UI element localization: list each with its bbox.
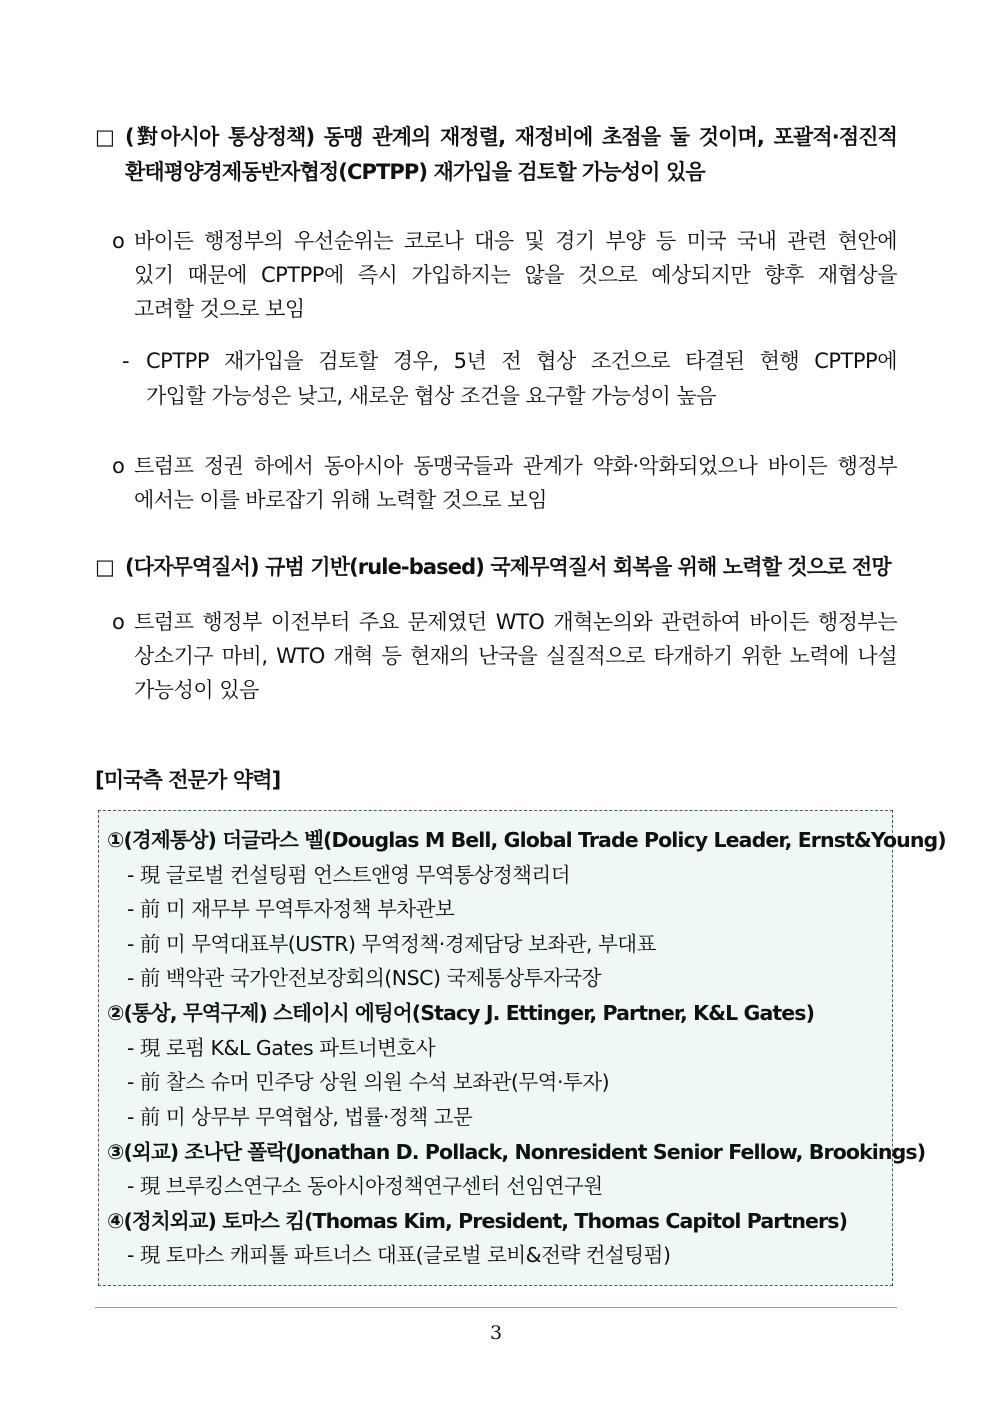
sub-bullet-marker: - xyxy=(122,349,130,373)
section2-marker: □ xyxy=(95,555,114,579)
expert-heading: ③(외교) 조나단 폴락(Jonathan D. Pollack, Nonresident Senior Fellow, Brookings) xyxy=(107,1140,926,1164)
expert-career-item: - 現 글로벌 컨설팅펌 언스트앤영 무역통상정책리더 xyxy=(127,863,571,887)
page-number: 3 xyxy=(489,1322,503,1344)
experts-title: [미국측 전문가 약력] xyxy=(95,768,281,792)
expert-career-item: - 前 미 무역대표부(USTR) 무역정책·경제담당 보좌관, 부대표 xyxy=(127,932,656,956)
bullet-text-line: 있기 때문에 CPTPP에 즉시 가입하지는 않을 것으로 예상되지만 향후 재협상을 xyxy=(134,263,897,287)
bullet-text-line: 바이든 행정부의 우선순위는 코로나 대응 및 경기 부양 등 미국 국내 관련 현안에 xyxy=(134,229,897,253)
footer-divider xyxy=(95,1307,897,1308)
bullet-text-line: 에서는 이를 바로잡기 위해 노력할 것으로 보임 xyxy=(134,488,547,512)
expert-heading: ④(정치외교) 토마스 킴(Thomas Kim, President, Thomas Capitol Partners) xyxy=(107,1209,848,1233)
expert-career-item: - 現 브루킹스연구소 동아시아정책연구센터 선임연구원 xyxy=(127,1174,603,1198)
expert-heading: ②(통상, 무역구제) 스테이시 에팅어(Stacy J. Ettinger, Partner, K&L Gates) xyxy=(107,1001,815,1025)
bullet-text-line: 가능성이 있음 xyxy=(134,678,259,702)
expert-career-item: - 現 토마스 캐피톨 파트너스 대표(글로벌 로비&전략 컨설팅펌) xyxy=(127,1243,671,1267)
bullet-marker: o xyxy=(112,229,125,253)
bullet-text-line: 트럼프 정권 하에서 동아시아 동맹국들과 관계가 약화·악화되었으나 바이든 행정부 xyxy=(134,454,897,478)
bullet-text-line: 고려할 것으로 보임 xyxy=(134,297,305,321)
experts-box xyxy=(98,810,946,1286)
section2-heading: (다자무역질서) 규범 기반(rule-based) 국제무역질서 회복을 위해 노력할 것으로 전망 xyxy=(125,555,891,579)
expert-career-item: - 現 로펌 K&L Gates 파트너변호사 xyxy=(127,1036,436,1060)
expert-career-item: - 前 미 상무부 무역협상, 법률·정책 고문 xyxy=(127,1105,473,1129)
sub-bullet-text-line: 가입할 가능성은 낮고, 새로운 협상 조건을 요구할 가능성이 높음 xyxy=(146,384,717,408)
expert-career-item: - 前 찰스 슈머 민주당 상원 의원 수석 보좌관(무역·투자) xyxy=(127,1070,610,1094)
bullet-text-line: 트럼프 행정부 이전부터 주요 문제였던 WTO 개혁논의와 관련하여 바이든 행정부는 xyxy=(134,610,897,634)
section1-heading-line1: (對아시아 통상정책) 동맹 관계의 재정렬, 재정비에 초점을 둘 것이며, 포괄적·점진적 xyxy=(125,125,897,149)
expert-career-item: - 前 미 재무부 무역투자정책 부차관보 xyxy=(127,897,455,921)
bullet-text-line: 상소기구 마비, WTO 개혁 등 현재의 난국을 실질적으로 타개하기 위한 노력에 나설 xyxy=(134,644,897,668)
bullet-marker: o xyxy=(112,610,125,634)
section1-marker: □ xyxy=(95,125,114,149)
bullet-marker: o xyxy=(112,454,125,478)
sub-bullet-text-line: CPTPP 재가입을 검토할 경우, 5년 전 협상 조건으로 타결된 현행 CPTPP에 xyxy=(146,349,897,373)
expert-career-item: - 前 백악관 국가안전보장회의(NSC) 국제통상투자국장 xyxy=(127,966,601,990)
section1-heading-line2: 환태평양경제동반자협정(CPTPP) 재가입을 검토할 가능성이 있음 xyxy=(125,160,705,184)
expert-heading: ①(경제통상) 더글라스 벨(Douglas M Bell, Global Trade Policy Leader, Ernst&Young) xyxy=(107,828,946,852)
